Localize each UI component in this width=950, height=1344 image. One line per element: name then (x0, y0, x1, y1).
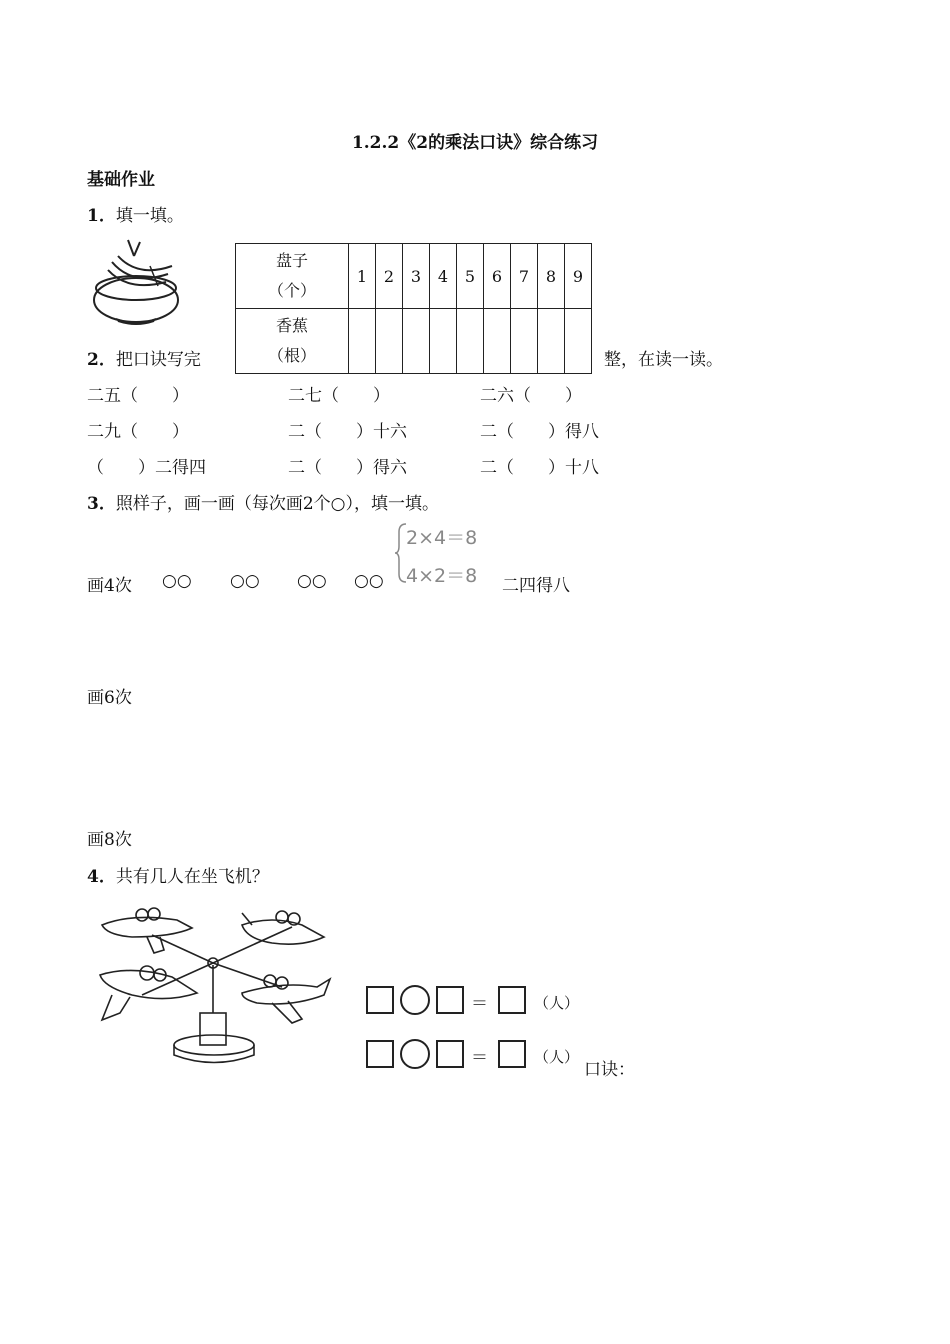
question-1 (87, 201, 184, 226)
table-cell: 7 (511, 244, 538, 309)
operator-circle[interactable] (400, 985, 430, 1015)
equals-sign: ＝ (471, 994, 488, 1014)
draw-8-label: 画8次 (87, 830, 132, 850)
unit-label: （人） (534, 994, 580, 1012)
question-number: 3． (87, 494, 116, 514)
question-text: 把口诀写完 (115, 350, 201, 370)
answer-cell[interactable] (538, 309, 565, 374)
answer-cell[interactable] (349, 309, 376, 374)
rhyme-label: 口诀： (584, 1060, 635, 1080)
table-row-label: 盘子 （个） (236, 244, 349, 309)
table-cell: 1 (349, 244, 376, 309)
answer-cell[interactable] (403, 309, 430, 374)
circle-pair: ○○ (230, 571, 260, 591)
example-equation-1: 2×4＝8 (406, 527, 478, 549)
table-cell: 2 (376, 244, 403, 309)
circle-pair: ○○ (162, 571, 192, 591)
question-3 (87, 489, 439, 514)
table-row-label: 香蕉 （根） (236, 309, 349, 374)
rhyme-item: 二九（ ） (87, 422, 189, 442)
table-cell: 5 (457, 244, 484, 309)
question-text: 共有几人在坐飞机？ (115, 867, 269, 887)
rhyme-item: 二（ ）得六 (288, 458, 407, 478)
rhyme-item: 二七（ ） (288, 386, 390, 406)
question-number: 4． (87, 867, 116, 887)
equals-sign: ＝ (471, 1048, 488, 1068)
section-heading: 基础作业 (87, 170, 155, 190)
rhyme-item: 二五（ ） (87, 386, 189, 406)
answer-cell[interactable] (457, 309, 484, 374)
answer-box[interactable] (366, 986, 394, 1014)
rhyme-item: 二（ ）得八 (480, 422, 599, 442)
question-number: 1． (87, 206, 116, 226)
question-4 (87, 862, 269, 887)
page-title: 1.2.2《2的乘法口诀》综合练习 (351, 133, 599, 153)
circle-pair: ○○ (297, 571, 327, 591)
answer-box[interactable] (436, 1040, 464, 1068)
answer-cell[interactable] (484, 309, 511, 374)
question-number: 2． (87, 350, 116, 370)
answer-box[interactable] (436, 986, 464, 1014)
unit-label: （人） (534, 1048, 580, 1066)
answer-cell[interactable] (430, 309, 457, 374)
rhyme-item: 二（ ）十六 (288, 422, 407, 442)
answer-cell[interactable] (565, 309, 592, 374)
answer-box[interactable] (366, 1040, 394, 1068)
example-label: 画4次 (87, 576, 132, 596)
operator-circle[interactable] (400, 1039, 430, 1069)
table-cell: 6 (484, 244, 511, 309)
result-box[interactable] (498, 986, 526, 1014)
question-text: 填一填。 (115, 206, 184, 226)
rhyme-item: （ ）二得四 (87, 458, 206, 478)
question-text: 照样子，画一画（每次画2个○），填一填。 (115, 494, 439, 514)
circle-pair: ○○ (354, 571, 384, 591)
answer-cell[interactable] (376, 309, 403, 374)
rhyme-item: 二（ ）十八 (480, 458, 599, 478)
table-cell: 8 (538, 244, 565, 309)
question-2-continued: 整，在读一读。 (604, 350, 723, 370)
table-cell: 9 (565, 244, 592, 309)
question-2 (87, 345, 201, 370)
table-cell: 4 (430, 244, 457, 309)
fill-table (235, 243, 592, 374)
table-cell: 3 (403, 244, 430, 309)
draw-6-label: 画6次 (87, 688, 132, 708)
banana-bowl-illustration (88, 230, 188, 330)
example-rhyme: 二四得八 (502, 576, 570, 596)
answer-cell[interactable] (511, 309, 538, 374)
example-equation-2: 4×2＝8 (406, 565, 478, 587)
plane-carousel-illustration (92, 895, 337, 1070)
rhyme-item: 二六（ ） (480, 386, 582, 406)
result-box[interactable] (498, 1040, 526, 1068)
